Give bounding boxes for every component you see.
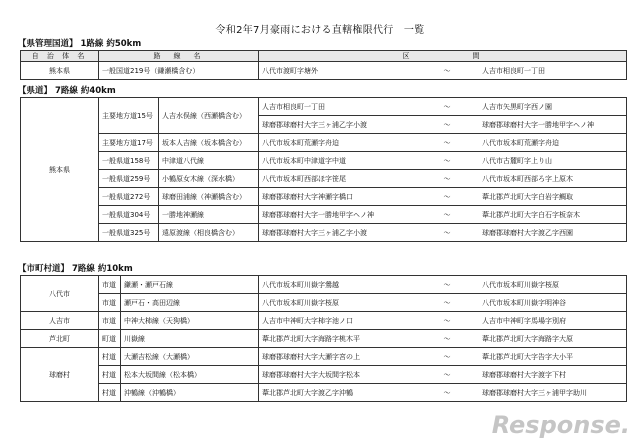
road-type-cell: 一般県道325号 (99, 224, 159, 242)
section-from: 八代市坂本町中津道字中道 (262, 156, 346, 165)
tilde: ～ (443, 102, 451, 111)
tilde: ～ (443, 138, 451, 147)
route-cell: 坂本人吉線（坂本橋含む） (159, 134, 259, 152)
section-from: 八代市坂本町川嶽字桜原 (262, 298, 339, 307)
table-header-row (21, 51, 627, 62)
section-cell (259, 152, 627, 170)
section-to: 八代市坂本町荒瀬字舟迫 (482, 138, 559, 147)
route-cell: 一勝地神瀬線 (159, 206, 259, 224)
section-heading-prefectural-road: 【県道】 7路線 約40km (18, 86, 116, 96)
table-municipal-road (20, 275, 627, 402)
road-type-cell: 市道 (99, 276, 121, 294)
tilde: ～ (443, 174, 451, 183)
tilde: ～ (443, 280, 451, 289)
section-to: 球磨郡球磨村大字渡乙字西園 (482, 228, 573, 237)
municipality-cell: 人吉市 (21, 312, 99, 330)
road-type-cell: 市道 (99, 294, 121, 312)
section-cell (259, 98, 627, 116)
tilde: ～ (443, 334, 451, 343)
tilde: ～ (443, 66, 451, 75)
section-cell (259, 206, 627, 224)
route-cell: 川嶽線 (121, 330, 259, 348)
section-to: 球磨郡球磨村大字一勝地甲字ヘノ神 (482, 120, 594, 129)
road-type-cell: 村道 (99, 384, 121, 402)
route-cell: 瀬戸石・高田辺線 (121, 294, 259, 312)
road-type-cell: 市道 (99, 312, 121, 330)
section-cell (259, 170, 627, 188)
section-to: 球磨郡球磨村大字渡字下村 (482, 370, 566, 379)
section-to: 球磨郡球磨村大字三ヶ浦甲字助川 (482, 388, 587, 397)
route-cell: 遠原渡線（相良橋含む） (159, 224, 259, 242)
section-to: 人吉市中神町字馬場字別府 (482, 316, 566, 325)
section-from: 球磨郡球磨村大字一勝地甲字ヘノ神 (262, 210, 374, 219)
tilde: ～ (443, 298, 451, 307)
section-to: 人吉市矢黒町字西ノ園 (482, 102, 552, 111)
section-from: 球磨郡球磨村大字三ヶ浦乙字小渡 (262, 120, 367, 129)
tilde: ～ (443, 228, 451, 237)
table-national-road (20, 50, 627, 80)
road-type-cell: 一般県道259号 (99, 170, 159, 188)
route-cell: 球磨田浦線（神瀬橋含む） (159, 188, 259, 206)
section-from: 人吉市相良町一丁田 (262, 102, 325, 111)
route-cell: 小鶴原女木線（深水橋） (159, 170, 259, 188)
section-cell (259, 348, 627, 366)
municipality-cell: 熊本県 (21, 98, 99, 242)
section-to: 八代市坂本町西部ろ字上原木 (482, 174, 573, 183)
table-prefectural-road (20, 97, 627, 242)
tilde: ～ (443, 120, 451, 129)
section-from: 八代市坂本町西部ほ字笹尾 (262, 174, 346, 183)
section-from: 葦北郡芦北町大字海路字桃木平 (262, 334, 360, 343)
municipality-cell: 熊本県 (21, 62, 99, 80)
route-cell: 松本大坂間線（松本橋） (121, 366, 259, 384)
tilde: ～ (443, 352, 451, 361)
section-from: 八代市坂本町川嶽字鶯越 (262, 280, 339, 289)
route-cell: 一般国道219号（鎌瀬橋含む） (99, 62, 259, 80)
section-heading-municipal-road: 【市町村道】 7路線 約10km (18, 264, 133, 274)
road-type-cell: 一般県道272号 (99, 188, 159, 206)
tilde: ～ (443, 156, 451, 165)
route-cell: 中神大柿線（天狗橋） (121, 312, 259, 330)
section-to: 葦北郡芦北町大字海路字大原 (482, 334, 573, 343)
section-from: 球磨郡球磨村大字神瀬字橋口 (262, 192, 353, 201)
section-to: 八代市坂本町川嶽字明神谷 (482, 298, 566, 307)
page-title: 令和2年7月豪雨における直轄権限代行 一覧 (215, 25, 425, 36)
section-cell (259, 116, 627, 134)
section-to: 人吉市相良町一丁田 (482, 66, 545, 75)
response-watermark (492, 411, 630, 439)
road-type-cell: 村道 (99, 366, 121, 384)
section-from: 球磨郡球磨村大字三ヶ浦乙字小渡 (262, 228, 367, 237)
table-row (21, 62, 627, 80)
section-cell (259, 134, 627, 152)
section-cell (259, 62, 627, 80)
section-cell (259, 384, 627, 402)
section-cell (259, 276, 627, 294)
section-cell (259, 224, 627, 242)
road-type-cell: 村道 (99, 348, 121, 366)
section-cell (259, 312, 627, 330)
municipality-cell: 芦北町 (21, 330, 99, 348)
section-from: 球磨郡球磨村大字大坂間字松本 (262, 370, 360, 379)
section-from: 八代市坂本町荒瀬字舟迫 (262, 138, 339, 147)
road-type-cell: 主要地方道17号 (99, 134, 159, 152)
section-to: 葦北郡芦北町大字白岩字鯛取 (482, 192, 573, 201)
tilde: ～ (443, 370, 451, 379)
section-to: 葦北郡芦北町大字白石字板奈木 (482, 210, 580, 219)
route-cell: 大瀬吉松線（大瀬橋） (121, 348, 259, 366)
section-cell (259, 366, 627, 384)
municipality-cell: 八代市 (21, 276, 99, 312)
section-to: 葦北郡芦北町大字告字大小平 (482, 352, 573, 361)
route-cell: 人吉水俣線（西瀬橋含む） (159, 98, 259, 134)
section-from: 球磨郡球磨村大字大瀬字宮の上 (262, 352, 360, 361)
header-municipality: 自 治 体 名 (21, 51, 99, 62)
section-from: 葦北郡芦北町大字渡乙字沖鶴 (262, 388, 353, 397)
section-cell (259, 330, 627, 348)
tilde: ～ (443, 192, 451, 201)
section-from: 人吉市中神町大字柿字池ノ口 (262, 316, 353, 325)
route-cell: 鎌瀬・瀬戸石線 (121, 276, 259, 294)
header-section: 区 間 (259, 51, 627, 62)
tilde: ～ (443, 316, 451, 325)
section-to: 八代市坂本町川嶽字桜原 (482, 280, 559, 289)
route-cell: 沖鶴線（沖鶴橋） (121, 384, 259, 402)
tilde: ～ (443, 210, 451, 219)
header-route: 路 線 名 (99, 51, 259, 62)
section-from: 八代市渡町字塘外 (262, 66, 318, 75)
watermark-text: Response. (491, 411, 630, 439)
section-to: 八代市古麓町字上り山 (482, 156, 552, 165)
route-cell: 中津道八代線 (159, 152, 259, 170)
section-cell (259, 294, 627, 312)
road-type-cell: 一般県道304号 (99, 206, 159, 224)
road-type-cell: 一般県道158号 (99, 152, 159, 170)
municipality-cell: 球磨村 (21, 348, 99, 402)
section-cell (259, 188, 627, 206)
road-type-cell: 主要地方道15号 (99, 98, 159, 134)
tilde: ～ (443, 388, 451, 397)
section-heading-national-road: 【県管理国道】 1路線 約50km (18, 39, 142, 49)
road-type-cell: 町道 (99, 330, 121, 348)
